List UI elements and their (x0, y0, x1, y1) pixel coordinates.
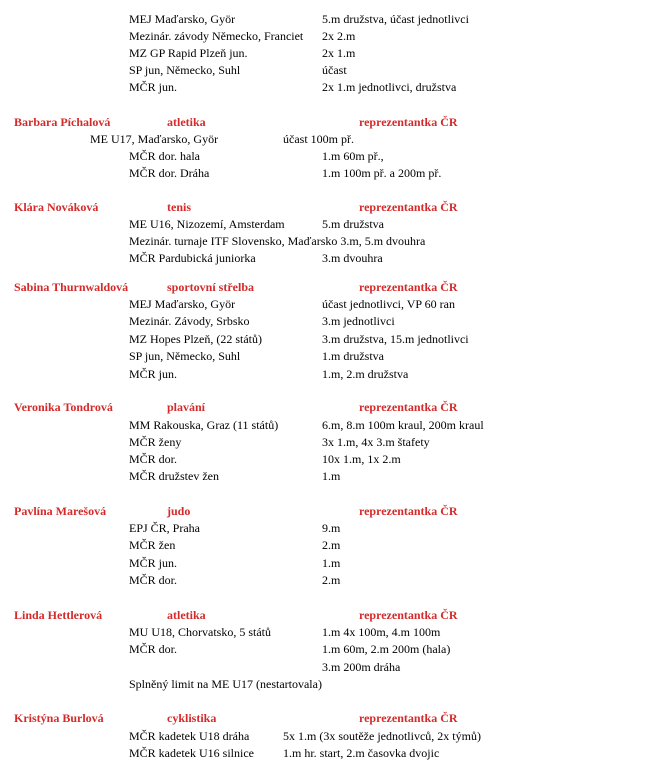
event-name: MČR ženy (129, 435, 182, 449)
result-row (0, 250, 646, 266)
athlete-name: Barbara Píchalová (14, 115, 111, 129)
event-name: MČR dor. Dráha (129, 166, 210, 180)
result-row (0, 417, 646, 433)
event-name: MEJ Maďarsko, Györ (129, 12, 236, 26)
result-text: 3.m družstva, 15.m jednotlivci (322, 332, 469, 346)
result-text: účast jednotlivci, VP 60 ran (322, 297, 455, 311)
result-row (0, 216, 646, 232)
result-row (0, 624, 646, 640)
athlete-heading (0, 279, 646, 295)
event-name: MČR jun. (129, 367, 178, 381)
event-name: Mezinár. Závody, Srbsko (129, 314, 250, 328)
athlete-status: reprezentantka ČR (359, 280, 458, 294)
result-text: účast (322, 63, 347, 77)
result-row (0, 79, 646, 95)
athlete-status: reprezentantka ČR (359, 608, 458, 622)
result-row (0, 296, 646, 312)
result-text: 2.m (322, 573, 341, 587)
athlete-sport: atletika (167, 608, 206, 622)
event-name: MU U18, Chorvatsko, 5 států (129, 625, 271, 639)
result-row (0, 45, 646, 61)
result-text: 5x 1.m (3x soutěže jednotlivců, 2x týmů) (283, 729, 481, 743)
result-row (0, 148, 646, 164)
event-name: MČR Pardubická juniorka (129, 251, 256, 265)
event-name: Mezinár. turnaje ITF Slovensko, Maďarsko 3.m, 5.m dvouhra (129, 234, 426, 248)
result-row (0, 165, 646, 181)
athlete-sport: plavání (167, 400, 206, 414)
result-row (0, 28, 646, 44)
event-name: MČR žen (129, 538, 176, 552)
result-row (0, 313, 646, 329)
athlete-sport: tenis (167, 200, 191, 214)
result-text: 2.m (322, 538, 341, 552)
result-row (0, 331, 646, 347)
result-text: 1.m (322, 469, 341, 483)
result-row (0, 676, 646, 692)
result-row (0, 434, 646, 450)
athlete-name: Sabina Thurnwaldová (14, 280, 129, 294)
result-row (0, 348, 646, 364)
event-name: MČR družstev žen (129, 469, 219, 483)
result-row (0, 233, 646, 249)
result-text: 1.m (322, 556, 341, 570)
athlete-heading (0, 114, 646, 130)
result-text: 3x 1.m, 4x 3.m štafety (322, 435, 430, 449)
event-name: Mezinár. závody Německo, Franciet (129, 29, 304, 43)
event-name: MČR kadetek U16 silnice (129, 746, 254, 760)
athlete-status: reprezentantka ČR (359, 711, 458, 725)
athlete-name: Klára Nováková (14, 200, 99, 214)
result-row (0, 62, 646, 78)
result-text: 9.m (322, 521, 341, 535)
athlete-heading (0, 503, 646, 519)
athlete-heading (0, 607, 646, 623)
result-text: 2x 2.m (322, 29, 356, 43)
result-row (0, 659, 646, 675)
athlete-name: Kristýna Burlová (14, 711, 104, 725)
event-name: Splněný limit na ME U17 (nestartovala) (129, 677, 322, 691)
result-text: 3.m jednotlivci (322, 314, 395, 328)
event-name: MZ GP Rapid Plzeň jun. (129, 46, 248, 60)
result-text: 1.m 100m př. a 200m př. (322, 166, 442, 180)
athlete-sport: atletika (167, 115, 206, 129)
result-text: 3.m dvouhra (322, 251, 383, 265)
result-text: 5.m družstva, účast jednotlivci (322, 12, 469, 26)
result-text: 1.m hr. start, 2.m časovka dvojic (283, 746, 440, 760)
result-text: 5.m družstva (322, 217, 384, 231)
result-row (0, 520, 646, 536)
result-row (0, 131, 646, 147)
result-text: 1.m družstva (322, 349, 384, 363)
result-text: 1.m 4x 100m, 4.m 100m (322, 625, 441, 639)
result-row (0, 641, 646, 657)
athlete-heading (0, 199, 646, 215)
athlete-name: Pavlína Marešová (14, 504, 107, 518)
result-text: 2x 1.m jednotlivci, družstva (322, 80, 457, 94)
athlete-sport: sportovní střelba (167, 280, 254, 294)
event-name: MČR kadetek U18 dráha (129, 729, 250, 743)
athlete-heading (0, 710, 646, 726)
athlete-status: reprezentantka ČR (359, 115, 458, 129)
event-name: ME U16, Nizozemí, Amsterdam (129, 217, 285, 231)
result-row (0, 745, 646, 761)
event-name: ME U17, Maďarsko, Györ (90, 132, 219, 146)
result-text: 2x 1.m (322, 46, 356, 60)
athlete-status: reprezentantka ČR (359, 200, 458, 214)
result-row (0, 537, 646, 553)
event-name: MČR dor. (129, 573, 178, 587)
athlete-heading (0, 399, 646, 415)
event-name: MČR jun. (129, 556, 178, 570)
result-text: 1.m 60m př., (322, 149, 384, 163)
result-row (0, 728, 646, 744)
event-name: MČR dor. hala (129, 149, 200, 163)
athlete-name: Linda Hettlerová (14, 608, 103, 622)
athlete-sport: judo (167, 504, 191, 518)
event-name: MČR jun. (129, 80, 178, 94)
event-name: SP jun, Německo, Suhl (129, 63, 241, 77)
result-row (0, 572, 646, 588)
event-name: SP jun, Německo, Suhl (129, 349, 241, 363)
athlete-status: reprezentantka ČR (359, 400, 458, 414)
event-name: EPJ ČR, Praha (129, 521, 201, 535)
event-name: MEJ Maďarsko, Györ (129, 297, 236, 311)
athlete-name: Veronika Tondrová (14, 400, 113, 414)
result-row (0, 366, 646, 382)
result-text: 1.m, 2.m družstva (322, 367, 409, 381)
result-text: 10x 1.m, 1x 2.m (322, 452, 401, 466)
event-name: MZ Hopes Plzeň, (22 států) (129, 332, 262, 346)
result-row (0, 555, 646, 571)
result-text: 6.m, 8.m 100m kraul, 200m kraul (322, 418, 484, 432)
result-row (0, 451, 646, 467)
result-text: 3.m 200m dráha (322, 660, 401, 674)
result-text: účast 100m př. (283, 132, 354, 146)
athlete-status: reprezentantka ČR (359, 504, 458, 518)
athlete-sport: cyklistika (167, 711, 217, 725)
result-text: 1.m 60m, 2.m 200m (hala) (322, 642, 451, 656)
result-row (0, 11, 646, 27)
event-name: MČR dor. (129, 452, 178, 466)
event-name: MČR dor. (129, 642, 178, 656)
event-name: MM Rakouska, Graz (11 států) (129, 418, 279, 432)
result-row (0, 468, 646, 484)
